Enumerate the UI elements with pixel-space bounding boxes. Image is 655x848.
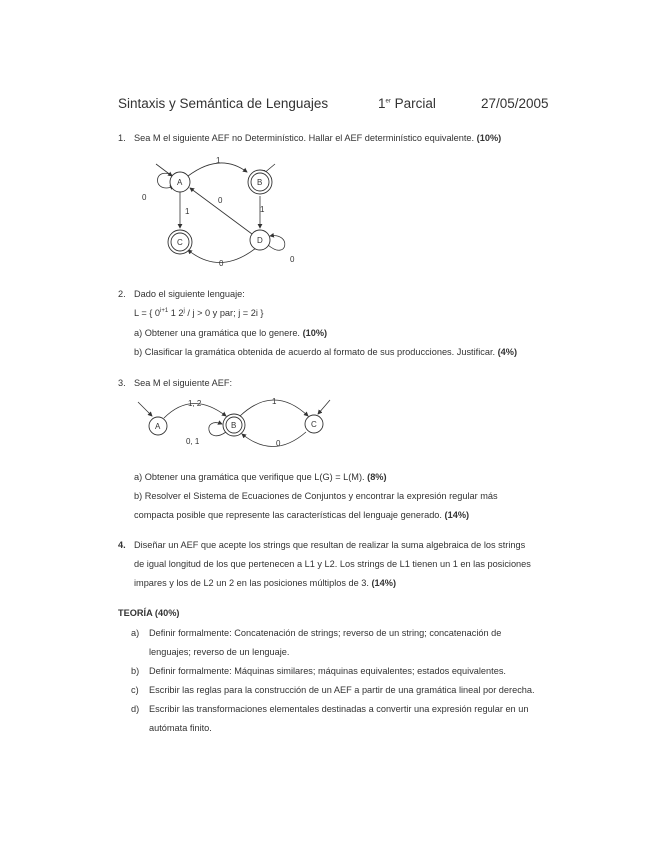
q4-line1: Diseñar un AEF que acepte los strings que resultan de realizar la suma algebraica de los strings — [134, 540, 526, 550]
q4-number: 4. — [118, 540, 126, 550]
q1-state-d — [250, 230, 270, 250]
q1-automaton-diagram — [130, 150, 315, 275]
svg-text:A: A — [155, 422, 161, 431]
q1-label-d-c: 0 — [219, 259, 224, 268]
q3-label-c-b: 0 — [276, 439, 281, 448]
q3-label-b-self: 0, 1 — [186, 437, 200, 446]
q3-label-b-c: 1 — [272, 397, 277, 406]
svg-text:D: D — [257, 236, 263, 245]
q4-line2: de igual longitud de los que pertenecen a L1 y L2. Los strings de L1 tienen un 1 en las posiciones — [134, 559, 531, 569]
q3-a-percent: (8%) — [367, 472, 387, 482]
q3-item-b-line2 — [134, 510, 469, 520]
parcial-suffix: er — [385, 98, 391, 105]
exam-date: 27/05/2005 — [481, 96, 549, 111]
q4-line3-text: impares y los de L2 un 2 en las posiciones múltiplos de 3. — [134, 578, 369, 588]
q3-start-arrow-a — [138, 402, 152, 416]
q2-language-def — [134, 308, 264, 318]
q1-percent: (10%) — [476, 133, 502, 143]
parcial-word: Parcial — [394, 96, 436, 111]
teoria-item-a-line2: lenguajes; reverso de un lenguaje. — [149, 647, 290, 657]
q4-percent: (14%) — [371, 578, 397, 588]
q2-lang-exp1: i+1 — [159, 308, 169, 314]
q3-automaton-diagram — [130, 388, 350, 460]
q1-label-a-b: 1 — [216, 156, 221, 165]
q1-edge-d-a — [190, 188, 252, 234]
q1-text: Sea M el siguiente AEF no Determinístico. Hallar el AEF determinístico equivalente. — [134, 133, 475, 143]
q1-label-a-self: 0 — [142, 193, 147, 202]
exam-title: Sintaxis y Semántica de Lenguajes — [118, 96, 329, 111]
teoria-item-a-marker: a) — [131, 628, 140, 638]
q4-line3 — [134, 578, 396, 588]
teoria-item-c-line1: Escribir las reglas para la construcción de un AEF a partir de una gramática lineal por derecha. — [149, 685, 535, 695]
q1-statement — [134, 133, 501, 143]
q3-item-a — [134, 472, 387, 482]
q3-state-c — [305, 415, 323, 433]
teoria-item-d-line1: Escribir las transformaciones elementales destinadas a convertir una expresión regular en un — [149, 704, 529, 714]
teoria-item-c-marker: c) — [131, 685, 139, 695]
q2-number: 2. — [118, 289, 126, 299]
q2-a-text: a) Obtener una gramática que lo genere. — [134, 328, 300, 338]
svg-text:A: A — [177, 178, 183, 187]
q2-b-percent: (4%) — [497, 347, 518, 357]
q2-item-a — [134, 328, 327, 338]
q3-intro: Sea M el siguiente AEF: — [134, 378, 233, 388]
q3-b-text: compacta posible que represente las características del lenguaje generado. — [134, 510, 442, 520]
q2-lang-part1: L = { 0 — [134, 308, 160, 319]
q1-label-b-d: 1 — [260, 205, 265, 214]
q2-b-text: b) Clasificar la gramática obtenida de acuerdo al formato de sus producciones. Justificar. — [134, 347, 496, 357]
q2-intro: Dado el siguiente lenguaje: — [134, 289, 245, 299]
q1-label-d-a: 0 — [218, 196, 223, 205]
q1-label-a-c: 1 — [185, 207, 190, 216]
svg-text:C: C — [177, 238, 183, 247]
q1-state-a — [170, 172, 190, 192]
svg-text:C: C — [311, 420, 317, 429]
q1-state-c — [168, 230, 192, 254]
teoria-item-d-marker: d) — [131, 704, 140, 714]
svg-text:B: B — [257, 178, 263, 187]
q2-a-percent: (10%) — [302, 328, 328, 338]
parcial-number: 1 — [378, 96, 386, 111]
q3-label-a-b: 1, 2 — [188, 399, 202, 408]
teoria-item-b-marker: b) — [131, 666, 140, 676]
q1-label-d-self: 0 — [290, 255, 295, 264]
q3-edge-c-b — [242, 432, 306, 447]
q1-state-b — [248, 170, 272, 194]
teoria-item-a-line1: Definir formalmente: Concatenación de strings; reverso de un string; concatenación de — [149, 628, 502, 638]
svg-text:B: B — [231, 421, 237, 430]
teoria-item-b-line1: Definir formalmente: Máquinas similares; máquinas equivalentes; estados equivalentes. — [149, 666, 506, 676]
q2-lang-part2: 1 2 — [168, 308, 184, 319]
q3-item-b-line1: b) Resolver el Sistema de Ecuaciones de Conjuntos y encontrar la expresión regular más — [134, 491, 498, 501]
q2-item-b — [134, 347, 517, 357]
q3-start-arrow-c — [318, 400, 330, 414]
q3-number: 3. — [118, 378, 126, 388]
q3-state-b — [223, 414, 245, 436]
q1-edge-d-self — [268, 236, 285, 251]
q2-lang-part3: / j > 0 y par; j = 2i } — [184, 308, 264, 319]
teoria-item-d-line2: autómata finito. — [149, 723, 212, 733]
q3-state-a — [149, 417, 167, 435]
q3-b-percent: (14%) — [444, 510, 470, 520]
teoria-title: TEORÍA (40%) — [118, 608, 180, 618]
parcial-label — [378, 96, 436, 111]
q3-a-text: a) Obtener una gramática que verifique que L(G) = L(M). — [134, 472, 365, 482]
q1-number: 1. — [118, 133, 126, 143]
q2-lang-exp2: j — [183, 308, 185, 314]
